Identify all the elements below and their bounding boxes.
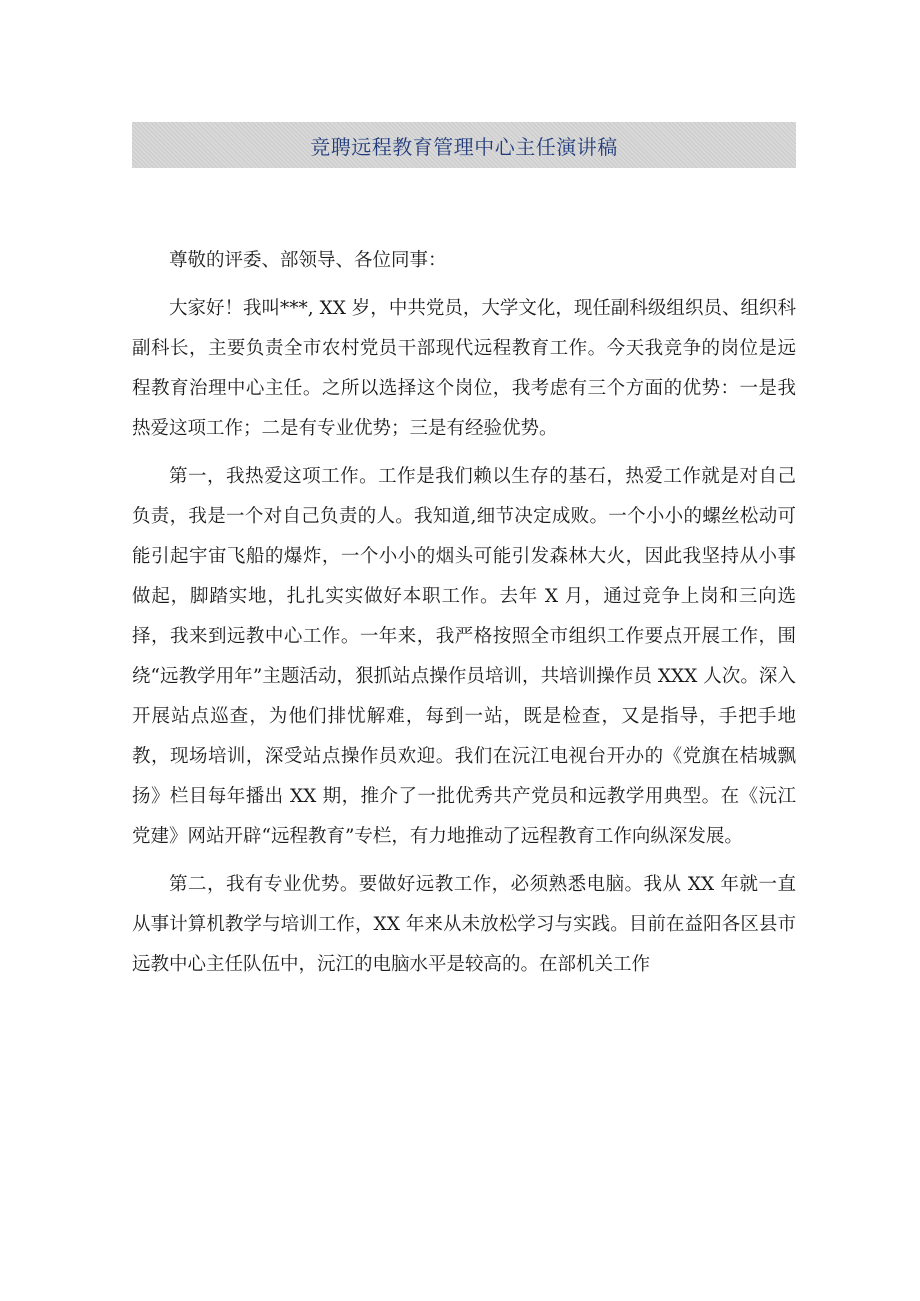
salutation: 尊敬的评委、部领导、各位同事： — [169, 250, 447, 271]
document-body — [132, 241, 796, 993]
paragraph-first-point: 第一，我热爱这项工作。工作是我们赖以生存的基石，热爱工作就是对自己负责，我是一个对自己负责的人。我知道,细节决定成败。一个小小的螺丝松动可能引起宇宙飞船的爆炸，一个小小的烟头可能引发森林大火，因此我坚持从小事做起，脚踏实地，扎扎实实做好本职工作。去年 X 月，通过竞争上岗和三向选择，我来到远教中心工作。一年来，我严格按照全市组织工作要点开展工作，围绕“远教学用年”主题活动，狠抓站点操作员培训，共培训操作员 XXX 人次。深入开展站点巡查，为他们排忧解难，每到一站，既是检查，又是指导，手把手地教，现场培训，深受站点操作员欢迎。我们在沅江电视台开办的《党旗在桔城飘扬》栏目每年播出 XX 期，推介了一批优秀共产党员和远教学用典型。在《沅江党建》网站开辟“远程教育”专栏，有力地推动了远程教育工作向纵深发展。 — [132, 466, 796, 847]
paragraph-second-point: 第二，我有专业优势。要做好远教工作，必须熟悉电脑。我从 XX 年就一直从事计算机教学与培训工作，XX 年来从未放松学习与实践。目前在益阳各区县市远教中心主任队伍中，沅江的电脑水平是较高的。在部机关工作 — [132, 874, 796, 975]
title-banner — [132, 122, 796, 168]
paragraph-intro: 大家好！我叫***, XX 岁，中共党员，大学文化，现任副科级组织员、组织科副科长，主要负责全市农村党员干部现代远程教育工作。今天我竞争的岗位是远程教育治理中心主任。之所以选择这个岗位，我考虑有三个方面的优势：一是我热爱这项工作；二是有专业优势；三是有经验优势。 — [132, 298, 796, 439]
document-title: 竞聘远程教育管理中心主任演讲稿 — [310, 134, 618, 159]
